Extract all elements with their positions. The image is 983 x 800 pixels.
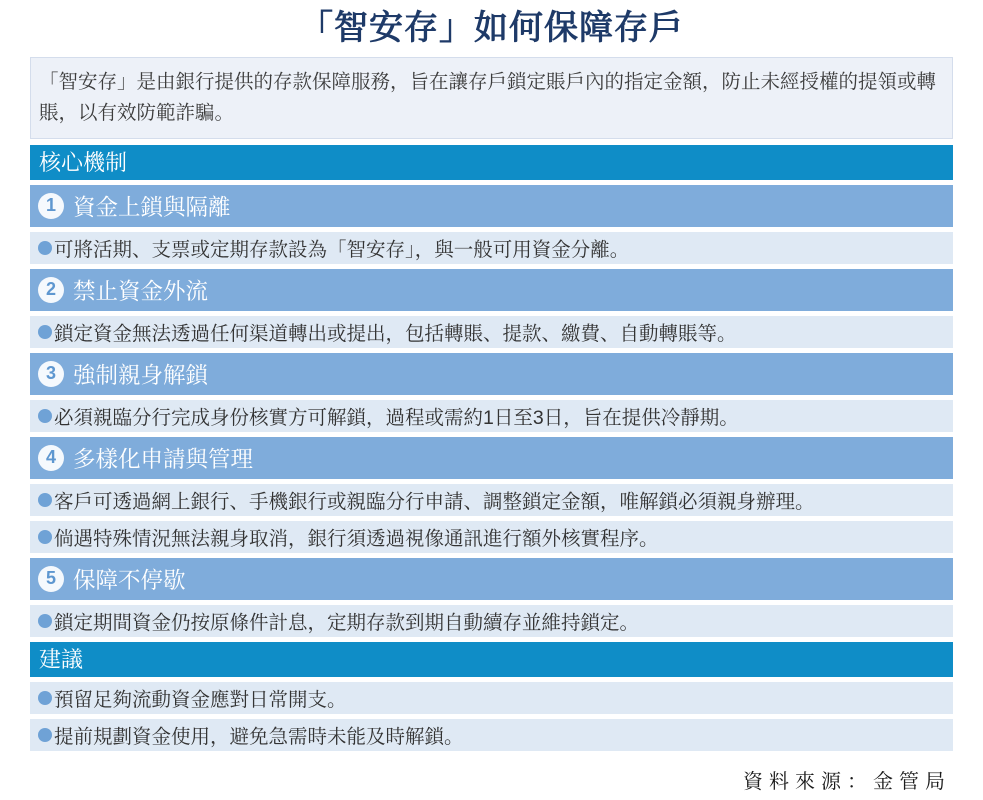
number-3-badge: 3 xyxy=(38,361,64,387)
infographic xyxy=(30,0,953,794)
bullet-text: 提前規劃資金使用，避免急需時未能及時解鎖。 xyxy=(54,725,464,748)
bullet-icon xyxy=(38,241,52,255)
section-header-advice: 建議 xyxy=(30,642,953,677)
mechanism-1-header xyxy=(30,185,953,227)
mechanism-3-title: 強制親身解鎖 xyxy=(73,362,209,388)
mechanism-5-header xyxy=(30,558,953,600)
mechanism-2-point xyxy=(30,316,953,348)
section-header-core: 核心機制 xyxy=(30,145,953,180)
number-1-badge: 1 xyxy=(38,193,64,219)
number-2-badge: 2 xyxy=(38,277,64,303)
page-title: 「智安存」如何保障存戶 xyxy=(299,9,684,47)
bullet-icon xyxy=(38,530,52,544)
bullet-text: 客戶可透過網上銀行、手機銀行或親臨分行申請、調整鎖定金額，唯解鎖必須親身辦理。 xyxy=(54,490,815,513)
bullet-text: 倘遇特殊情況無法親身取消，銀行須透過視像通訊進行額外核實程序。 xyxy=(54,527,659,550)
advice-point-2 xyxy=(30,719,953,751)
bullet-text: 鎖定資金無法透過任何渠道轉出或提出，包括轉賬、提款、繳費、自動轉賬等。 xyxy=(54,322,737,345)
bullet-icon xyxy=(38,728,52,742)
bullet-icon xyxy=(38,409,52,423)
mechanism-4-title: 多樣化申請與管理 xyxy=(73,446,254,472)
intro-box: 「智安存」是由銀行提供的存款保障服務，旨在讓存戶鎖定賬戶內的指定金額，防止未經授權的提領或轉賬，以有效防範詐騙。 xyxy=(30,57,953,138)
mechanism-4-header xyxy=(30,437,953,479)
source-note: 資料來源：金管局 xyxy=(743,768,951,793)
mechanism-2-header xyxy=(30,269,953,311)
bullet-text: 預留足夠流動資金應對日常開支。 xyxy=(54,688,347,711)
number-4-badge: 4 xyxy=(38,445,64,471)
bullet-icon xyxy=(38,325,52,339)
bullet-text: 鎖定期間資金仍按原條件計息，定期存款到期自動續存並維持鎖定。 xyxy=(54,611,640,634)
bullet-icon xyxy=(38,614,52,628)
bullet-icon xyxy=(38,691,52,705)
bullet-text: 必須親臨分行完成身份核實方可解鎖，過程或需約1日至3日，旨在提供冷靜期。 xyxy=(54,406,739,429)
bullet-icon xyxy=(38,493,52,507)
mechanism-2-title: 禁止資金外流 xyxy=(73,278,209,304)
mechanism-5-title: 保障不停歇 xyxy=(73,567,186,593)
mechanism-3-point xyxy=(30,400,953,432)
mechanism-5-point xyxy=(30,605,953,637)
mechanism-4-point-1 xyxy=(30,484,953,516)
mechanism-3-header xyxy=(30,353,953,395)
bullet-text: 可將活期、支票或定期存款設為「智安存」，與一般可用資金分離。 xyxy=(54,238,630,261)
mechanism-4-point-2 xyxy=(30,521,953,553)
number-5-badge: 5 xyxy=(38,566,64,592)
mechanism-1-point xyxy=(30,232,953,264)
mechanism-1-title: 資金上鎖與隔離 xyxy=(73,194,231,220)
advice-point-1 xyxy=(30,682,953,714)
